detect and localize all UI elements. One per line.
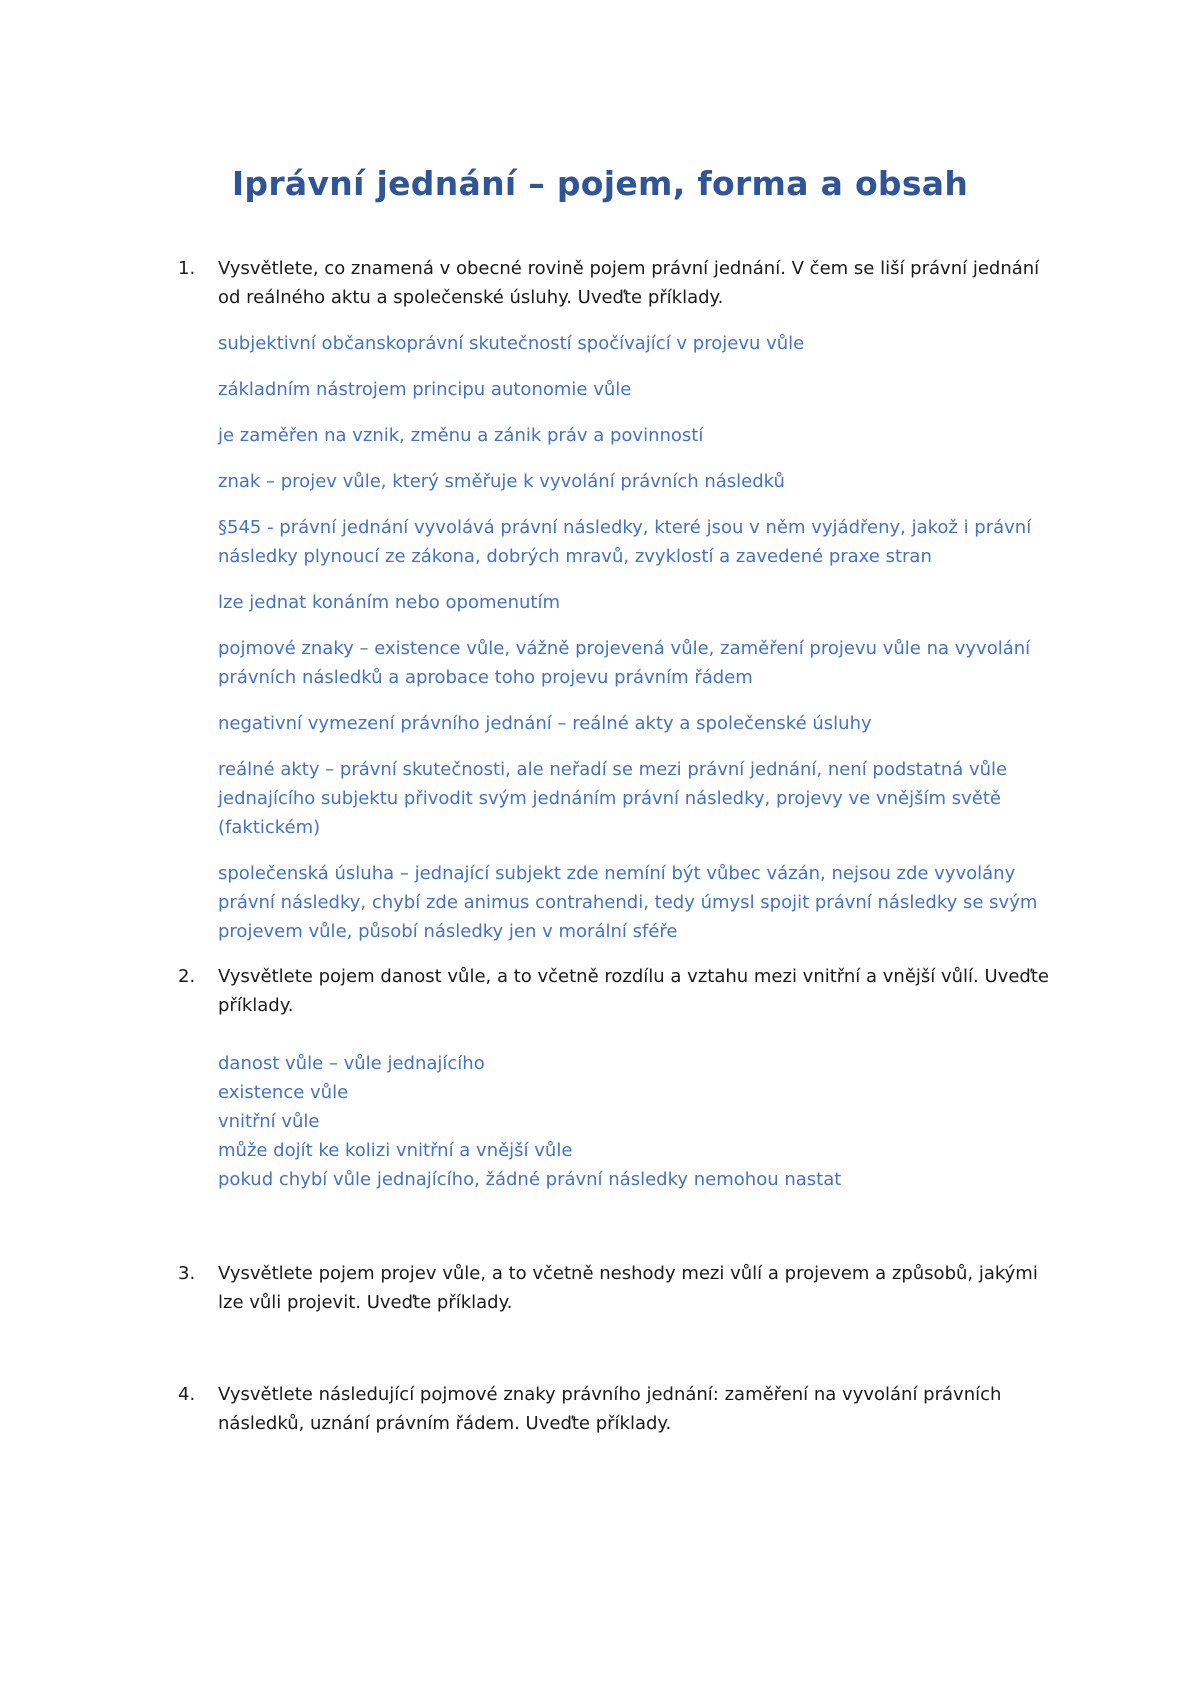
question-2 bbox=[178, 962, 1058, 1020]
answer-item: je zaměřen na vznik, změnu a zánik práv a povinností bbox=[218, 425, 704, 446]
question-1 bbox=[178, 254, 1058, 312]
question-text: Vysvětlete, co znamená v obecné rovině pojem právní jednání. V čem se liší právní jednání od reálného aktu a společenské úsluhy. Uveďte příklady. bbox=[218, 258, 1040, 308]
answer-item: existence vůle bbox=[218, 1082, 349, 1103]
answer-item: znak – projev vůle, který směřuje k vyvolání právních následků bbox=[218, 471, 785, 492]
answer-item: reálné akty – právní skutečnosti, ale neřadí se mezi právní jednání, není podstatná vůle jednajícího subjektu přivodit svým jednáním právní následky, projevy ve vnějším světě (faktickém) bbox=[218, 759, 1008, 838]
answer-item: může dojít ke kolizi vnitřní a vnější vůle bbox=[218, 1140, 573, 1161]
answer-item: subjektivní občanskoprávní skutečností spočívající v projevu vůle bbox=[218, 333, 805, 354]
question-number: 3. bbox=[178, 1263, 196, 1284]
answer-list-2 bbox=[218, 1049, 1058, 1194]
answer-item: negativní vymezení právního jednání – reálné akty a společenské úsluhy bbox=[218, 713, 872, 734]
question-3 bbox=[178, 1259, 1058, 1317]
question-number: 4. bbox=[178, 1384, 196, 1405]
answer-item: §545 - právní jednání vyvolává právní následky, které jsou v něm vyjádřeny, jakož i právní následky plynoucí ze zákona, dobrých mravů, zvyklostí a zavedené praxe stran bbox=[218, 517, 1032, 567]
answer-list-1 bbox=[218, 329, 1058, 963]
answer-item: základním nástrojem principu autonomie vůle bbox=[218, 379, 632, 400]
answer-item: lze jednat konáním nebo opomenutím bbox=[218, 592, 560, 613]
answer-item: vnitřní vůle bbox=[218, 1111, 320, 1132]
answer-item: pojmové znaky – existence vůle, vážně projevená vůle, zaměření projevu vůle na vyvolání právních následků a aprobace toho projevu právním řádem bbox=[218, 638, 1031, 688]
question-number: 1. bbox=[178, 258, 196, 279]
question-text: Vysvětlete následující pojmové znaky právního jednání: zaměření na vyvolání právních následků, uznání právním řádem. Uveďte příklady. bbox=[218, 1384, 1002, 1434]
question-number: 2. bbox=[178, 966, 196, 987]
answer-item: společenská úsluha – jednající subjekt zde nemíní být vůbec vázán, nejsou zde vyvolány právní následky, chybí zde animus contrahendi, tedy úmysl spojit právní následky se svým projevem vůle, působí následky jen v morální sféře bbox=[218, 863, 1038, 942]
question-text: Vysvětlete pojem danost vůle, a to včetně rozdílu a vztahu mezi vnitřní a vnější vůlí. Uveďte příklady. bbox=[218, 966, 1049, 1016]
answer-item: danost vůle – vůle jednajícího bbox=[218, 1053, 485, 1074]
answer-item: pokud chybí vůle jednajícího, žádné právní následky nemohou nastat bbox=[218, 1169, 842, 1190]
document-title: Iprávní jednání – pojem, forma a obsah bbox=[231, 164, 969, 203]
question-text: Vysvětlete pojem projev vůle, a to včetně neshody mezi vůlí a projevem a způsobů, jakými lze vůli projevit. Uveďte příklady. bbox=[218, 1263, 1038, 1313]
question-4 bbox=[178, 1380, 1058, 1438]
